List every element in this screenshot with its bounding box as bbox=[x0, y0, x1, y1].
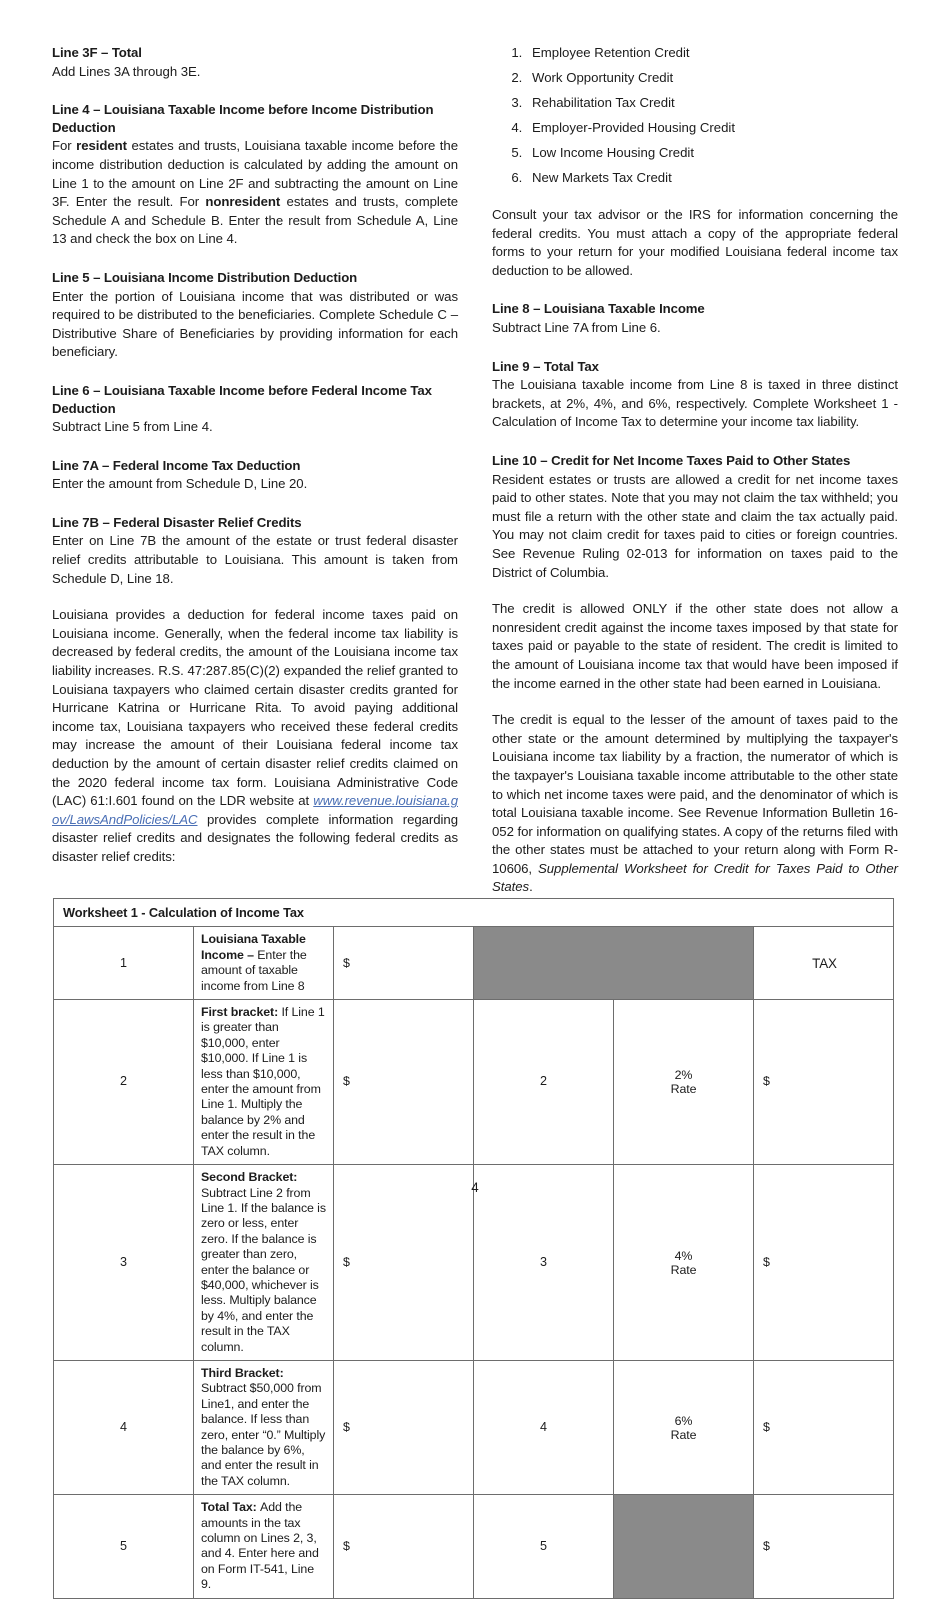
disaster-relief-paragraph bbox=[52, 606, 458, 866]
section-heading-line-3f: Line 3F – Total bbox=[52, 45, 142, 60]
row-description-bold: Third Bracket: bbox=[201, 1365, 284, 1380]
rate-label: 2% Rate bbox=[614, 1000, 754, 1165]
tax-input-cell[interactable]: $ bbox=[754, 1000, 894, 1165]
form-r10606-title: Supplemental Worksheet for Credit for Taxes Paid to Other States bbox=[492, 860, 898, 895]
row-description-rest: Subtract Line 2 from Line 1. If the balance is zero or less, enter zero. If the balance is greater than zero, enter the balance or $40,000, whichever is less. Multiply balance by 4%, and enter the result in the TAX column. bbox=[201, 1185, 326, 1354]
rate-label: 6% Rate bbox=[614, 1360, 754, 1494]
section-body-line-10: Resident estates or trusts are allowed a credit for net income taxes paid to other states. Note that you may not claim the tax withheld; you must file a return with the other state and claim the tax actually paid. You may not claim credit for taxes paid to cities or foreign countries. See Revenue Ruling 02-013 for information on taxes paid to the District of Columbia. bbox=[492, 471, 898, 580]
line-reference: 4 bbox=[474, 1360, 614, 1494]
section-heading-line-7a: Line 7A – Federal Income Tax Deduction bbox=[52, 457, 301, 473]
row-description bbox=[194, 1000, 334, 1165]
rate-label: 4% Rate bbox=[614, 1165, 754, 1361]
disaster-relief-credits-list bbox=[492, 44, 898, 188]
section-body-line-9: The Louisiana taxable income from Line 8 is taxed in three distinct brackets, at 2%, 4%, and 6%, respectively. Complete Worksheet 1 - Calculation of Income Tax to determine your income tax liability. bbox=[492, 377, 898, 430]
row-description-bold: First bracket: bbox=[201, 1005, 282, 1020]
row-number: 2 bbox=[54, 1000, 194, 1165]
page-number: 4 bbox=[471, 1180, 479, 1195]
section-heading-line-8: Line 8 – Louisiana Taxable Income bbox=[492, 301, 705, 317]
disaster-paragraph-text-after-link: provides complete information regarding disaster relief credits and designates the following federal credits as disaster relief credits: bbox=[52, 811, 458, 864]
two-column-body bbox=[52, 44, 898, 895]
row-number: 1 bbox=[54, 927, 194, 1000]
row-number: 4 bbox=[54, 1360, 194, 1494]
lesser-paragraph-period: . bbox=[529, 879, 533, 895]
section-heading-line-9: Line 9 – Total Tax bbox=[492, 358, 599, 374]
credit-lesser-of-paragraph bbox=[492, 711, 898, 897]
section-heading-line-7b: Line 7B – Federal Disaster Relief Credits bbox=[52, 514, 302, 530]
row-description-rest: Enter the amount of taxable income from Line 8 bbox=[201, 947, 307, 993]
worksheet-title-row bbox=[54, 899, 894, 927]
line-reference: 5 bbox=[474, 1495, 614, 1598]
section-heading-line-6: Line 6 – Louisiana Taxable Income before Federal Income Tax Deduction bbox=[52, 382, 432, 416]
row-description-bold: Second Bracket: bbox=[201, 1170, 298, 1185]
row-description-bold: Total Tax: bbox=[201, 1500, 261, 1515]
list-item: 2. Work Opportunity Credit bbox=[526, 69, 898, 88]
right-column bbox=[492, 44, 898, 895]
row-number: 3 bbox=[54, 1165, 194, 1361]
table-row bbox=[54, 1000, 894, 1165]
table-row bbox=[54, 927, 894, 1000]
list-item: 4. Employer-Provided Housing Credit bbox=[526, 119, 898, 138]
section-heading-line-5: Line 5 – Louisiana Income Distribution Deduction bbox=[52, 269, 358, 285]
tax-column-header: TAX bbox=[754, 927, 894, 1000]
section-heading-line-10: Line 10 – Credit for Net Income Taxes Paid to Other States bbox=[492, 453, 851, 468]
line-reference: 3 bbox=[474, 1165, 614, 1361]
list-item: 1. Employee Retention Credit bbox=[526, 44, 898, 63]
table-row bbox=[54, 1495, 894, 1598]
lesser-paragraph-text: The credit is equal to the lesser of the amount of taxes paid to the other state or the amount determined by multiplying the taxpayer's Louisiana income tax liability by a fraction, the numerator of which is the taxpayer's Louisiana taxable income attributable to the other state to which net income taxes were paid, and the denominator of which is total Louisiana taxable income. See Revenue Information Bulletin 16-052 for information on qualifying states. A copy of the returns filed with the other states must be attached to your return along with Form R-10606, bbox=[492, 712, 898, 876]
row-number: 5 bbox=[54, 1495, 194, 1598]
worksheet-title: Worksheet 1 - Calculation of Income Tax bbox=[54, 899, 894, 927]
section-body-line-7b: Enter on Line 7B the amount of the estate or trust federal disaster relief credits attributable to Louisiana. This amount is taken from Schedule D, Line 18. bbox=[52, 533, 458, 586]
section-body-line-4: For resident estates and trusts, Louisiana taxable income before the income distribution deduction is calculated by adding the amount on Line 1 to the amount on Line 2F and subtracting the amount on Line 3F. Enter the result. For nonresident estates and trusts, complete Schedule A and Schedule B. Enter the result from Schedule A, Line 13 and check the box on Line 4. bbox=[52, 138, 458, 247]
list-item: 3. Rehabilitation Tax Credit bbox=[526, 94, 898, 113]
table-row bbox=[54, 1360, 894, 1494]
section-body-line-6: Subtract Line 5 from Line 4. bbox=[52, 419, 213, 435]
row-description bbox=[194, 1495, 334, 1598]
shaded-cell bbox=[614, 1495, 754, 1598]
section-heading-line-4: Line 4 – Louisiana Taxable Income before Income Distribution Deduction bbox=[52, 102, 434, 135]
disaster-paragraph-text-before-link: Louisiana provides a deduction for federal income taxes paid on Louisiana income. Generally, when the federal income tax liability is decreased by federal credits, the amount of the Louisiana income tax liability increases. R.S. 47:287.85(C)(2) expanded the relief granted to Louisiana taxpayers who claimed certain disaster credits granted for Hurricane Katrina or Hurricane Rita. To avoid paying additional income tax, Louisiana taxpayers who received these federal credits may increase the amount of their Louisiana federal income tax deduction by the amount of certain disaster relief credits claimed on the 2020 federal income tax form. Louisiana Administrative Code (LAC) 61:I.601 found on the LDR website at bbox=[52, 607, 458, 809]
section-body-line-8: Subtract Line 7A from Line 6. bbox=[492, 320, 661, 336]
tax-input-cell[interactable]: $ bbox=[754, 1495, 894, 1598]
row-description-rest: If Line 1 is greater than $10,000, enter $10,000. If Line 1 is less than $10,000, enter the amount from Line 1. Multiply the balance by 2% and enter the result in the TAX column. bbox=[201, 1005, 325, 1158]
section-body-line-5: Enter the portion of Louisiana income that was distributed or was required to be distributed to the beneficiaries. Complete Schedule C – Distributive Share of Beneficiaries by providing information for each beneficiary. bbox=[52, 288, 458, 360]
line-reference: 2 bbox=[474, 1000, 614, 1165]
list-item: 6. New Markets Tax Credit bbox=[526, 169, 898, 188]
shaded-cell bbox=[474, 927, 754, 1000]
row-description bbox=[194, 1360, 334, 1494]
amount-input-cell[interactable]: $ bbox=[334, 1495, 474, 1598]
row-description-rest: Add the amounts in the tax column on Lines 2, 3, and 4. Enter here and on Form IT-541, Line 9. bbox=[201, 1500, 319, 1592]
credit-allowed-only-paragraph: The credit is allowed ONLY if the other state does not allow a nonresident credit against the income taxes imposed by that state for taxes paid or payable to the state of resident. The credit is limited to the amount of Louisiana income tax that would have been imposed if the income earned in the other state had been earned in Louisiana. bbox=[492, 601, 898, 691]
tax-input-cell[interactable]: $ bbox=[754, 1165, 894, 1361]
left-column bbox=[52, 44, 458, 874]
row-description bbox=[194, 927, 334, 1000]
amount-input-cell[interactable]: $ bbox=[334, 927, 474, 1000]
section-body-line-7a: Enter the amount from Schedule D, Line 20. bbox=[52, 476, 308, 492]
consult-tax-advisor-paragraph: Consult your tax advisor or the IRS for information concerning the federal credits. You must attach a copy of the appropriate federal forms to your return for your modified Louisiana federal income tax deduction to be allowed. bbox=[492, 207, 898, 278]
amount-input-cell[interactable]: $ bbox=[334, 1360, 474, 1494]
lac-website-link[interactable]: www.revenue.louisiana.gov/LawsAndPolicies/LAC bbox=[52, 793, 458, 827]
row-description-rest: Subtract $50,000 from Line1, and enter the balance. If less than zero, enter “0.” Multiply the balance by 6%, and enter the result in the TAX column. bbox=[201, 1381, 326, 1488]
amount-input-cell[interactable]: $ bbox=[334, 1165, 474, 1361]
worksheet-1-table bbox=[53, 898, 894, 1599]
list-item: 5. Low Income Housing Credit bbox=[526, 144, 898, 163]
row-description-bold: Louisiana Taxable Income – bbox=[201, 932, 306, 962]
tax-input-cell[interactable]: $ bbox=[754, 1360, 894, 1494]
amount-input-cell[interactable]: $ bbox=[334, 1000, 474, 1165]
section-body-line-3f: Add Lines 3A through 3E. bbox=[52, 63, 201, 79]
